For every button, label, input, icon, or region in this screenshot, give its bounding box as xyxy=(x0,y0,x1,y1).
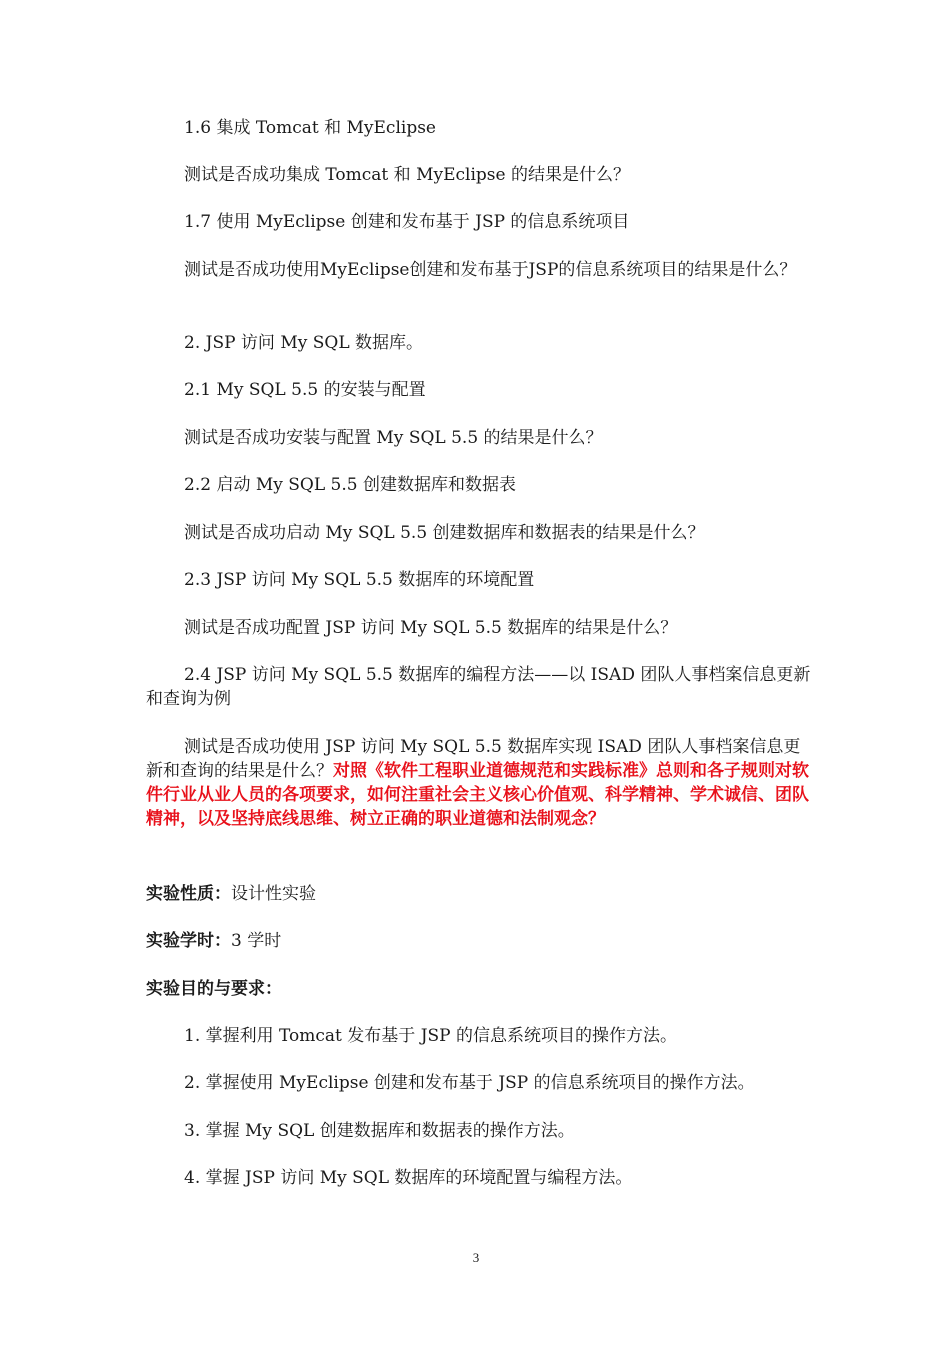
section-heading-2: 2. JSP 访问 My SQL 数据库。 xyxy=(184,333,424,353)
test-question-2-1: 测试是否成功安装与配置 My SQL 5.5 的结果是什么？ xyxy=(184,428,603,448)
section-heading-1-6: 1.6 集成 Tomcat 和 MyEclipse xyxy=(184,118,436,138)
test-question-1-7: 测试是否成功使用MyEclipse创建和发布基于JSP的信息系统项目的结果是什么？ xyxy=(184,260,797,280)
test-question-2-2: 测试是否成功启动 My SQL 5.5 创建数据库和数据表的结果是什么？ xyxy=(184,523,705,543)
experiment-hours-value: 3 学时 xyxy=(231,931,282,951)
objective-item-1: 1. 掌握利用 Tomcat 发布基于 JSP 的信息系统项目的操作方法。 xyxy=(184,1026,677,1046)
section-heading-2-4: 2.4 JSP 访问 My SQL 5.5 数据库的编程方法——以 ISAD 团队人事档案信息更新和查询为例 xyxy=(146,665,811,709)
experiment-hours xyxy=(146,929,812,953)
test-question-text: 测试是否成功使用 JSP 访问 My SQL 5.5 数据库实现 ISAD 团队人事档案信息更新和查询的结果是什么？ xyxy=(146,737,801,781)
experiment-hours-label: 实验学时： xyxy=(146,931,231,951)
objectives-heading: 实验目的与要求： xyxy=(146,979,282,999)
experiment-nature xyxy=(146,882,812,906)
objective-item-4: 4. 掌握 JSP 访问 My SQL 数据库的环境配置与编程方法。 xyxy=(184,1168,633,1188)
experiment-nature-value: 设计性实验 xyxy=(231,884,316,904)
test-question-1-6: 测试是否成功集成 Tomcat 和 MyEclipse 的结果是什么？ xyxy=(184,165,630,185)
section-heading-1-7: 1.7 使用 MyEclipse 创建和发布基于 JSP 的信息系统项目 xyxy=(184,212,630,232)
section-heading-2-2: 2.2 启动 My SQL 5.5 创建数据库和数据表 xyxy=(184,475,516,495)
test-question-2-4 xyxy=(146,735,812,831)
objective-item-3: 3. 掌握 My SQL 创建数据库和数据表的操作方法。 xyxy=(184,1121,575,1141)
ethics-highlight-text: 对照《软件工程职业道德规范和实践标准》总则和各子规则对软件行业从业人员的各项要求，如何注重社会主义核心价值观、科学精神、学术诚信、团队精神，以及坚持底线思维、树立正确的职业道德和法制观念？ xyxy=(146,761,809,829)
section-heading-2-3: 2.3 JSP 访问 My SQL 5.5 数据库的环境配置 xyxy=(184,570,535,590)
objective-item-2: 2. 掌握使用 MyEclipse 创建和发布基于 JSP 的信息系统项目的操作方法。 xyxy=(184,1073,755,1093)
section-heading-2-1: 2.1 My SQL 5.5 的安装与配置 xyxy=(184,380,426,400)
page-number: 3 xyxy=(472,1250,480,1265)
test-question-2-3: 测试是否成功配置 JSP 访问 My SQL 5.5 数据库的结果是什么？ xyxy=(184,618,678,638)
experiment-nature-label: 实验性质： xyxy=(146,884,231,904)
